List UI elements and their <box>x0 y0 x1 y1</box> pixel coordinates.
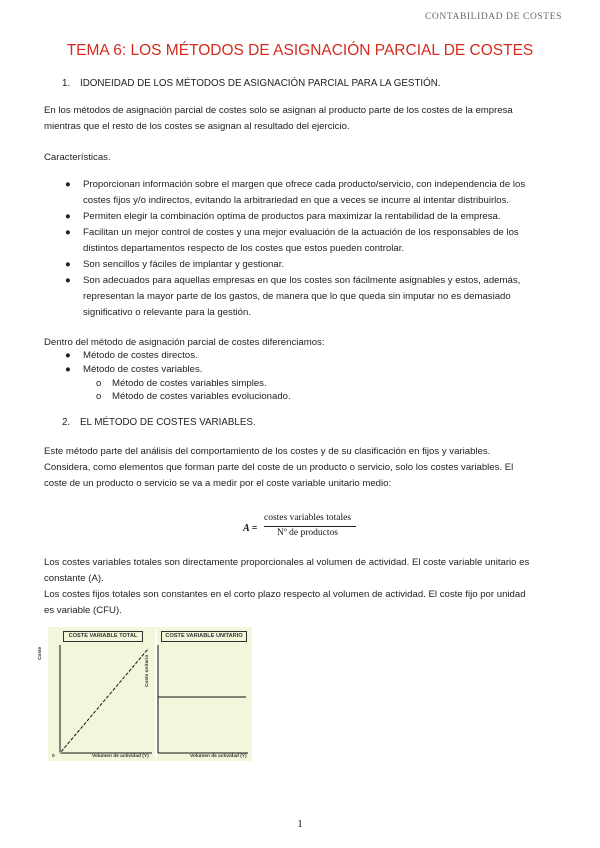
circle-bullet-icon: o <box>96 391 102 402</box>
fixed-cost-paragraph: Los costes fijos totales son constantes en el corto plazo respecto al volumen de actividad. El coste fijo por unidad es variable (CFU). <box>44 589 526 616</box>
bullet-icon: ● <box>65 259 71 270</box>
methods-intro: Dentro del método de asignación parcial de costes diferenciamos: <box>44 337 325 348</box>
bullet-icon: ● <box>65 275 71 286</box>
bullet-icon: ● <box>65 179 71 190</box>
circle-bullet-icon: o <box>96 378 102 389</box>
list-item: ● Son sencillos y fáciles de implantar y gestionar. <box>83 257 525 273</box>
chart-left-title: COSTE VARIABLE TOTAL <box>63 631 143 642</box>
bullet-icon: ● <box>65 364 71 375</box>
bullet-icon: ● <box>65 227 71 238</box>
running-header: CONTABILIDAD DE COSTES <box>425 12 562 22</box>
methods-list <box>65 349 203 377</box>
list-item: ● Permiten elegir la combinación optima de productos para maximizar la rentabilidad de la empresa. <box>83 209 525 225</box>
characteristics-label: Características. <box>44 152 111 163</box>
list-item: ● Proporcionan información sobre el margen que ofrece cada producto/servicio, con independencia de los costes fijos y/o indirectos, evitando la arbitrariedad en que a veces se incurre al intentar distribuirlos. <box>65 179 526 206</box>
list-item: o Método de costes variables evolucionado. <box>96 391 291 402</box>
list-item: ● Son adecuados para aquellas empresas en que los costes son fácilmente asignables y estos, además, representan la mayor parte de los gastos, de manera que lo que queda sin imputar no es demasiado significativo o relevante para la gestión. <box>65 275 521 318</box>
section-2-heading: EL MÉTODO DE COSTES VARIABLES. <box>80 417 256 428</box>
section-1-heading: IDONEIDAD DE LOS MÉTODOS DE ASIGNACIÓN PARCIAL PARA LA GESTIÓN. <box>80 78 441 89</box>
bullet-icon: ● <box>65 211 71 222</box>
left-x-label: Volumen de actividad (Y) <box>92 754 149 759</box>
page-number: 1 <box>297 818 303 830</box>
section-2-paragraph: Este método parte del análisis del comportamiento de los costes y de su clasificación en fijos y variables. Considera, como elementos que forman parte del coste de un producto o servicio, solo los costes variables. El coste de un producto o servicio se va a medir por el coste variable unitario medio: <box>44 446 514 489</box>
right-x-label: Volumen de actividad (Y) <box>190 754 247 759</box>
chart-right-title: COSTE VARIABLE UNITARIO <box>161 631 247 642</box>
formula-lhs: A = <box>243 523 258 534</box>
right-y-label: Coste unitario <box>145 654 150 687</box>
list-item: ● Método de costes directos. <box>65 350 198 361</box>
intro-line: mientras que el resto de los costes se asignan al resultado del ejercicio. <box>44 121 350 132</box>
cost-charts-svg <box>48 627 252 761</box>
variable-cost-paragraph: Los costes variables totales son directamente proporcionales al volumen de actividad. El coste variable unitario es constante (A). <box>44 557 530 584</box>
list-item: ● Facilitan un mejor control de costes y una mejor evaluación de la actuación de los responsables de los distintos departamentos respecto de los costes que estos pueden controlar. <box>65 227 519 254</box>
fraction-bar <box>264 526 356 527</box>
submethods-list <box>96 377 291 403</box>
section-2-number: 2. <box>62 417 71 428</box>
section-1-number: 1. <box>62 78 71 89</box>
list-item: ● Método de costes variables. <box>65 364 203 375</box>
page-title: TEMA 6: LOS MÉTODOS DE ASIGNACIÓN PARCIAL DE COSTES <box>66 42 534 59</box>
origin-label: 0 <box>52 754 55 759</box>
formula-denominator: Nº de productos <box>277 528 338 538</box>
characteristics-list <box>65 177 526 321</box>
list-item: o Método de costes variables simples. <box>96 378 267 389</box>
intro-paragraph <box>44 103 513 135</box>
formula-numerator: costes variables totales <box>264 513 352 523</box>
bullet-icon: ● <box>65 350 71 361</box>
intro-line: En los métodos de asignación parcial de costes solo se asignan al producto parte de los costes de la empresa <box>44 105 513 116</box>
left-y-label: Coste <box>38 646 43 660</box>
